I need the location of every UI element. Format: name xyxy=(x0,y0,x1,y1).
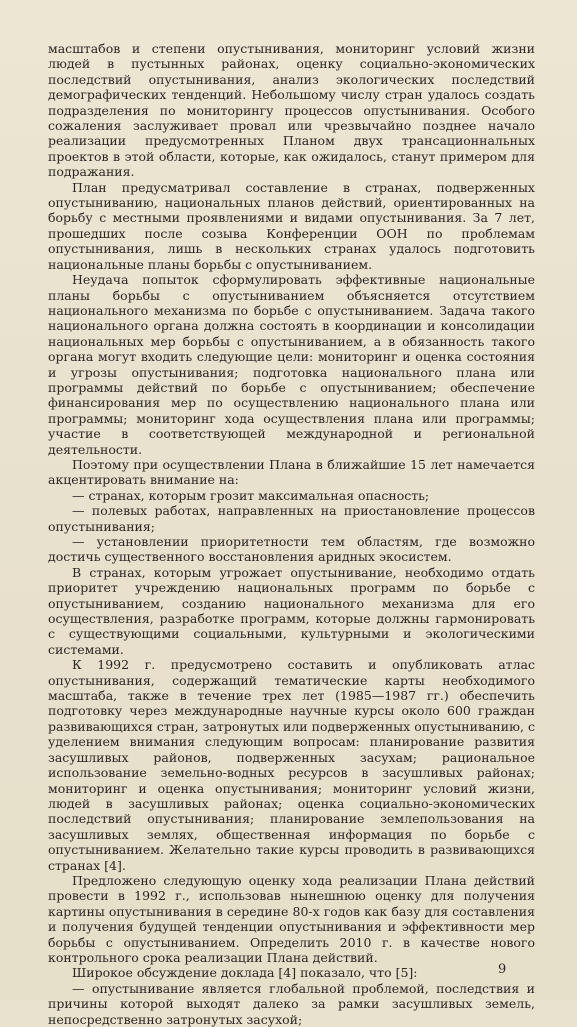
body-text xyxy=(48,41,535,1027)
paragraph: — странах, которым грозит максимальная опасность; xyxy=(72,487,430,503)
paragraph: План предусматривал составление в странах, подверженных опустыниванию, национальных планов действий, ориентированных на борьбу с местными проявлениями и видами опустынивания. За 7 лет, прошедших после созыва Конференции ООН по проблемам опустынивания, лишь в нескольких странах удалось подготовить национальные планы борьбы с опустыниванием. xyxy=(48,179,535,272)
paragraph: — опустынивание является глобальной проблемой, последствия и причины которой выходят далеко за рамки засушливых земель, непосредственно затронутых засухой; xyxy=(48,980,535,1027)
paragraph: Широкое обсуждение доклада [4] показало, что [5]: xyxy=(72,965,418,981)
paragraph: В странах, которым угрожает опустынивание, необходимо отдать приоритет учреждению национальных программ по борьбе с опустыниванием, созданию национального механизма для его осуществления, разработке программ, которые должны гармонировать с существующими социальными, культурными и экологическими системами. xyxy=(48,564,535,657)
paragraph: Поэтому при осуществлении Плана в ближайшие 15 лет намечается акцентировать внимание на: xyxy=(48,456,535,488)
page-number: 9 xyxy=(498,962,507,977)
paragraph: — установлении приоритетности тем областям, где возможно достичь существенного восстановления аридных экосистем. xyxy=(48,534,535,565)
paragraph: — полевых работах, направленных на приостановление процессов опустынивания; xyxy=(48,503,535,534)
paragraph: Неудача попыток сформулировать эффективные национальные планы борьбы с опустыниванием объясняется отсутствием национального механизма по борьбе с опустыниванием. Задача такого национального органа должна состоять в координации и консолидации национальных мер борьбы с опустыниванием, а в обязанность такого органа могут входить следующие цели: мониторинг и оценка состояния и угрозы опустынивания; подготовка национального плана или программы действий по борьбе с опустыниванием; обеспечение финансирования мер по осуществлению национального плана или программы; мониторинг хода осуществления плана или программы; участие в соответствующей международной и региональной деятельности. xyxy=(48,272,535,457)
paragraph: К 1992 г. предусмотрено составить и опубликовать атлас опустынивания, содержащий тематические карты необходимого масштаба, также в течение трех лет (1985—1987 гг.) обеспечить подготовку через международные научные курсы около 600 граждан развивающихся стран, затронутых или подверженных опустыниванию, с уделением внимания следующим вопросам: планирование развития засушливых районов, подверженных засухам; рациональное использование земельно-водных ресурсов в засушливых районах; мониторинг и оценка опустынивания; мониторинг условий жизни, людей в засушливых районах; оценка социально-экономических последствий опустынивания; планирование землепользования на засушливых землях, общественная информация по борьбе с опустыниванием. Желательно такие курсы проводить в развивающихся странах [4]. xyxy=(48,657,535,873)
paragraph: Предложено следующую оценку хода реализации Плана действий провести в 1992 г., использовав нынешнюю оценку для получения картины опустынивания в середине 80-х годов как базу для составления и получения будущей тенденции опустынивания и эффективности мер борьбы с опустыниванием. Определить 2010 г. в качестве нового контрольного срока реализации Плана действий. xyxy=(48,872,535,965)
paragraph: масштабов и степени опустынивания, мониторинг условий жизни людей в пустынных районах, оценку социально-экономических последствий опустынивания, анализ экологических последствий демографических тенденций. Небольшому числу стран удалось создать подразделения по мониторингу процессов опустынивания. Особого сожаления заслуживает провал или чрезвычайно позднее начало реализации предусмотренных Планом двух трансационнальных проектов в этой области, которые, как ожидалось, станут примером для подражания. xyxy=(48,41,535,180)
